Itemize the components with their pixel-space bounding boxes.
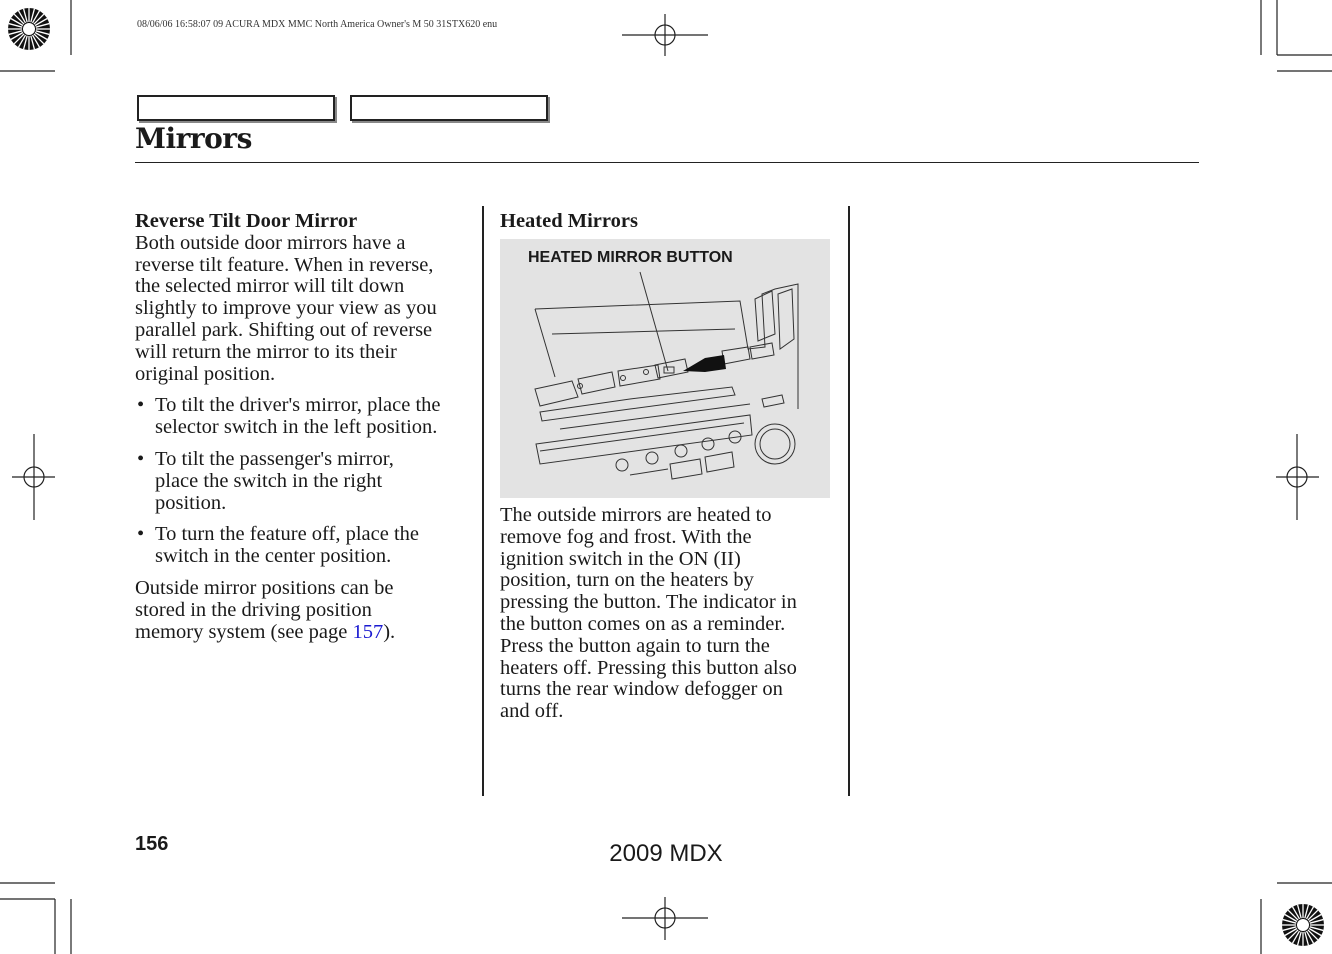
text-line <box>135 622 480 644</box>
page-title: Mirrors <box>135 122 252 155</box>
section-heading: Reverse Tilt Door Mirror <box>135 210 358 232</box>
text-line: heaters off. Pressing this button also <box>500 656 797 679</box>
column-divider <box>848 206 850 796</box>
text-line: Press the button again to turn the <box>500 634 770 657</box>
bullet-icon: • <box>137 523 145 546</box>
sunburst-icon <box>8 8 50 50</box>
section-heading: Heated Mirrors <box>500 210 638 232</box>
text-line: place the switch in the right <box>155 469 383 492</box>
text-line: switch in the center position. <box>155 545 392 568</box>
bullet-item <box>135 524 480 568</box>
text-line: reverse tilt feature. When in reverse, <box>135 253 434 276</box>
page-number: 156 <box>135 833 169 855</box>
text-line: position, turn on the heaters by <box>500 569 754 592</box>
memory-text: memory system (see page <box>135 620 353 643</box>
section-tab-blank[interactable] <box>350 95 548 121</box>
bullet-icon: • <box>137 394 145 417</box>
text-line: the selected mirror will tilt down <box>135 275 405 298</box>
crosshair-icon <box>12 434 55 520</box>
heated-mirror-figure <box>500 239 830 498</box>
figure-callout-label: HEATED MIRROR BUTTON <box>528 249 733 266</box>
text-line: and off. <box>500 700 564 723</box>
text-line: turns the rear window defogger on <box>500 678 783 701</box>
print-header: 08/06/06 16:58:07 09 ACURA MDX MMC North America Owner's M 50 31STX620 enu <box>137 19 498 30</box>
text-line: stored in the driving position <box>135 598 372 621</box>
section-tab-blank[interactable] <box>137 95 335 121</box>
text-line: parallel park. Shifting out of reverse <box>135 318 433 341</box>
text-line: position. <box>155 491 227 514</box>
bullet-item <box>135 449 480 514</box>
text-line: ignition switch in the ON (II) <box>500 547 741 570</box>
bullet-icon: • <box>137 447 145 470</box>
text-line: will return the mirror to its their <box>135 340 397 363</box>
text-line: To tilt the driver's mirror, place the <box>155 394 441 417</box>
text-line: the button comes on as a reminder. <box>500 612 786 635</box>
text-line: original position. <box>135 362 276 385</box>
text-line: To turn the feature off, place the <box>155 523 419 546</box>
bullet-item <box>135 395 480 439</box>
heated-mirrors-description <box>500 505 840 723</box>
crosshair-icon <box>622 14 708 56</box>
text-line: selector switch in the left position. <box>155 416 438 439</box>
text-line: pressing the button. The indicator in <box>500 591 797 614</box>
dashboard-illustration <box>500 239 830 498</box>
text-line: Both outside door mirrors have a <box>135 231 406 254</box>
title-divider <box>135 162 1199 163</box>
crosshair-icon <box>622 897 708 940</box>
text-line: To tilt the passenger's mirror, <box>155 447 394 470</box>
crosshair-icon <box>1276 434 1319 520</box>
text-line: remove fog and frost. With the <box>500 525 752 548</box>
sunburst-icon <box>1282 904 1324 946</box>
memory-text-end: ). <box>383 620 396 643</box>
memory-paragraph <box>135 578 480 643</box>
text-line: Outside mirror positions can be <box>135 576 394 599</box>
left-column <box>135 211 480 643</box>
page-reference-link[interactable]: 157 <box>352 620 384 643</box>
column-divider <box>482 206 484 796</box>
text-line: slightly to improve your view as you <box>135 297 437 320</box>
intro-paragraph <box>135 233 480 386</box>
footer-model-label: 2009 MDX <box>609 840 723 867</box>
text-line: The outside mirrors are heated to <box>500 504 772 526</box>
